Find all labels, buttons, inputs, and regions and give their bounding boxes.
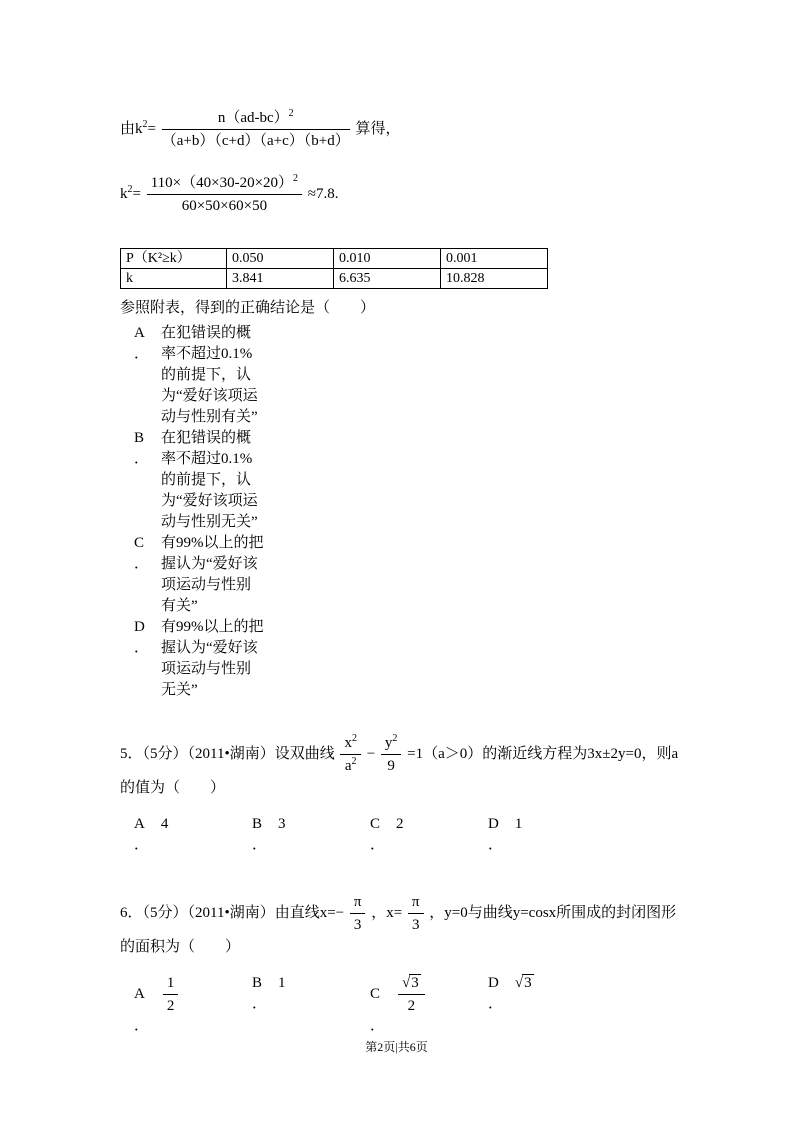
fraction <box>147 173 302 216</box>
option-dot: ． <box>134 556 150 572</box>
equals-sign: = <box>147 120 156 137</box>
option-dot: ． <box>488 996 504 1012</box>
radical-icon: √ <box>402 975 410 991</box>
fraction-denominator: 9 <box>387 758 395 774</box>
fraction-1-over-2 <box>163 973 179 1016</box>
table-cell: 0.010 <box>334 249 441 269</box>
option-letter: B <box>252 816 263 832</box>
option-item <box>134 973 252 1037</box>
option-letter: D <box>488 975 499 991</box>
fraction-denominator: （a+b）（c+d）（a+c）（b+d） <box>161 133 350 149</box>
option-dot: ． <box>134 837 150 853</box>
option-item <box>370 973 488 1037</box>
option-dot: ． <box>134 451 150 467</box>
fraction-pi-over-3 <box>408 892 424 935</box>
option-letter: D <box>488 816 499 832</box>
fraction-numerator: π <box>350 892 366 914</box>
fraction-denominator <box>340 755 361 776</box>
option-dot: ． <box>252 837 268 853</box>
option-value: 1 <box>514 816 523 832</box>
option-letter: A <box>134 816 145 832</box>
question6-prefix: 6．（5分）（2011•湖南）由直线x=− <box>120 904 345 921</box>
numerator-exponent: 2 <box>293 173 299 184</box>
table-row <box>121 269 548 289</box>
option-dot: ． <box>134 346 150 362</box>
option-letter: C <box>370 816 381 832</box>
table-row <box>121 249 548 269</box>
numerator-text: n（ad-bc） <box>217 110 289 126</box>
option-item <box>488 973 606 1037</box>
formula-suffix: 算得， <box>355 120 401 137</box>
numerator-exponent: 2 <box>351 733 357 744</box>
option-marker <box>134 533 161 617</box>
numerator-text: y <box>384 735 393 751</box>
radicand: 3 <box>411 975 419 991</box>
option-value: 1 <box>278 975 286 991</box>
option-line <box>370 814 488 835</box>
option-line <box>134 973 252 1016</box>
numerator-text: 110×（40×30-20×20） <box>150 175 294 191</box>
option-item <box>134 617 680 701</box>
question5-suffix: =1（a＞0）的渐近线方程为3x±2y=0，则a的值为（ ） <box>120 745 679 796</box>
page-footer: 第2页|共6页 <box>365 1040 428 1054</box>
option-dot: ． <box>134 640 150 656</box>
option-item <box>488 814 606 856</box>
option-letter: A <box>134 985 145 1002</box>
option-marker <box>134 428 161 533</box>
minus-sign: − <box>366 745 376 762</box>
option-value: 3 <box>278 816 286 832</box>
radical-icon: √ <box>514 975 523 991</box>
option-text: 有99%以上的把握认为“爱好该项运动与性别无关” <box>161 619 264 698</box>
fraction-sqrt3-over-2 <box>398 973 425 1016</box>
numerator-text: x <box>344 735 352 751</box>
table-cell: 3.841 <box>227 269 334 289</box>
k-squared-general-formula <box>120 108 680 151</box>
fraction-x2-over-a2 <box>340 733 361 776</box>
question6-mid: ，x= <box>371 904 403 921</box>
fraction-numerator <box>162 108 350 130</box>
formula-lead: k <box>120 185 128 202</box>
table-cell: 0.050 <box>227 249 334 269</box>
numerator-exponent: 2 <box>392 733 398 744</box>
option-value: 4 <box>160 816 169 832</box>
option-dot: ． <box>252 996 268 1012</box>
option-marker <box>134 617 161 701</box>
option-letter: A <box>134 325 145 341</box>
question4-stem: 参照附表，得到的正确结论是（ ） <box>120 300 376 316</box>
k-squared-calculation-formula <box>120 173 680 216</box>
option-value <box>396 975 427 1014</box>
option-letter: B <box>252 975 263 991</box>
table-cell: P（K²≥k） <box>121 249 227 269</box>
option-line <box>134 814 252 835</box>
radicand: 3 <box>524 975 532 991</box>
formula-lead-exponent: 2 <box>142 118 148 130</box>
option-item <box>134 428 680 533</box>
table-cell: k <box>121 269 227 289</box>
option-dot: ． <box>134 1018 150 1034</box>
option-item <box>252 973 370 1037</box>
fraction-pi-over-3 <box>350 892 366 935</box>
option-letter: B <box>134 430 145 446</box>
fraction-numerator <box>398 973 425 995</box>
fraction-numerator <box>381 733 402 755</box>
fraction-numerator: 1 <box>163 973 179 995</box>
equals-sign: = <box>132 185 141 202</box>
option-line <box>370 973 488 1016</box>
fraction <box>162 108 350 151</box>
option-line <box>488 973 606 994</box>
question5-options <box>134 814 680 856</box>
option-value <box>161 975 181 1014</box>
question6-suffix: ，y=0与曲线y=cosx所围成的封闭图形的面积为（ ） <box>120 904 677 955</box>
significance-table <box>120 248 548 289</box>
formula-result: ≈7.8. <box>307 185 339 202</box>
option-dot: ． <box>370 1018 386 1034</box>
fraction-denominator: 2 <box>407 998 416 1014</box>
fraction-numerator <box>340 733 361 755</box>
option-text: 在犯错误的概率不超过0.1%的前提下，认为“爱好该项运动与性别有关” <box>161 325 258 425</box>
option-text: 在犯错误的概率不超过0.1%的前提下，认为“爱好该项运动与性别无关” <box>161 430 258 530</box>
option-item <box>134 533 680 617</box>
table-cell: 6.635 <box>334 269 441 289</box>
option-dot: ． <box>488 837 504 853</box>
option-dot: ． <box>370 837 386 853</box>
option-text: 有99%以上的把握认为“爱好该项运动与性别有关” <box>161 535 264 614</box>
fraction-denominator: 3 <box>353 917 362 933</box>
option-marker <box>134 323 161 428</box>
fraction-denominator: 2 <box>166 998 175 1014</box>
fraction-numerator <box>147 173 302 195</box>
option-line <box>252 973 370 994</box>
option-item <box>134 323 680 428</box>
option-item <box>252 814 370 856</box>
denominator-exponent: 2 <box>351 756 357 767</box>
formula-lead: 由k <box>120 120 143 137</box>
table-cell: 0.001 <box>441 249 548 269</box>
option-line <box>488 814 606 835</box>
option-value <box>515 975 534 991</box>
formula-lead-exponent: 2 <box>127 183 133 195</box>
table-cell: 10.828 <box>441 269 548 289</box>
option-letter: C <box>134 535 145 551</box>
option-letter: C <box>370 985 381 1002</box>
option-item <box>370 814 488 856</box>
option-letter: D <box>134 619 145 635</box>
fraction-denominator: 3 <box>411 917 420 933</box>
question5-prefix: 5．（5分）（2011•湖南）设双曲线 <box>120 745 335 762</box>
fraction-y2-over-9 <box>381 733 402 776</box>
document-content <box>120 100 680 1037</box>
question4-options <box>134 323 680 701</box>
denominator-text: a <box>344 758 352 774</box>
option-line <box>252 814 370 835</box>
question6-stem <box>120 892 680 959</box>
numerator-exponent: 2 <box>288 108 294 119</box>
question6-options <box>134 973 680 1037</box>
option-value: 2 <box>396 816 404 832</box>
question5-stem <box>120 733 680 800</box>
option-item <box>134 814 252 856</box>
fraction-numerator: π <box>408 892 424 914</box>
fraction-denominator: 60×50×60×50 <box>181 198 268 214</box>
